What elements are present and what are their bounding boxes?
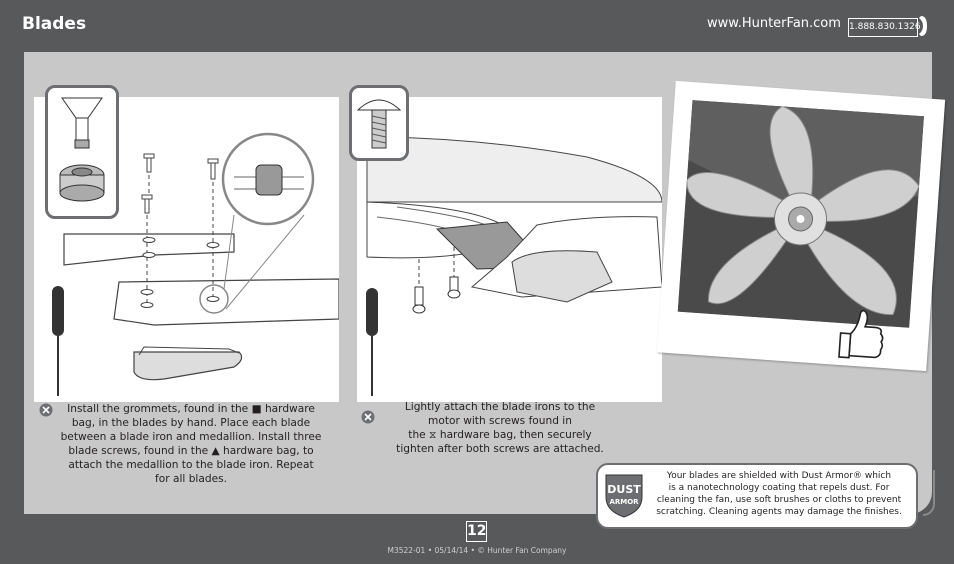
fan-photo-polaroid bbox=[657, 81, 945, 371]
step1-line: bag, in the blades by hand. Place each blade bbox=[71, 417, 311, 429]
step1-line: attach the medallion to the blade iron. Repeat bbox=[68, 459, 314, 471]
thumbs-up-icon bbox=[835, 305, 889, 364]
step2-line: the ⧖ hardware bag, then securely bbox=[408, 429, 592, 441]
step1-line: Install the grommets, found in the ■ hardware bbox=[67, 403, 315, 415]
website-link[interactable]: www.HunterFan.com bbox=[707, 16, 841, 31]
dust-armor-line: is a nanotechnology coating that repels dust. For bbox=[668, 483, 890, 493]
page-number: 12 bbox=[466, 521, 487, 542]
footer-text: M3522-01 • 05/14/14 • © Hunter Fan Company bbox=[387, 546, 567, 555]
step1-line: for all blades. bbox=[155, 473, 227, 485]
pan-head-screw-icon bbox=[352, 88, 406, 158]
step2-line: motor with screws found in bbox=[428, 415, 572, 427]
x-icon-2 bbox=[361, 410, 375, 424]
step2-instruction bbox=[388, 400, 612, 456]
step1-illustration bbox=[34, 97, 339, 402]
screwdriver-icon-2 bbox=[362, 288, 382, 400]
fan-photo bbox=[678, 100, 924, 328]
ceiling-fan-image bbox=[678, 100, 924, 328]
step2-line: Lightly attach the blade irons to the bbox=[404, 401, 596, 413]
hardware-callout bbox=[45, 85, 119, 219]
step1-line: between a blade iron and medallion. Install three bbox=[60, 431, 322, 443]
step2-line: tighten after both screws are attached. bbox=[396, 443, 604, 455]
page-header bbox=[0, 0, 954, 52]
dust-armor-shield-logo bbox=[604, 471, 644, 519]
step1-line: blade screws, found in the ▲ hardware bag, to bbox=[68, 445, 314, 457]
page-title: Blades bbox=[22, 14, 87, 34]
dust-armor-line: Your blades are shielded with Dust Armor® which bbox=[666, 471, 892, 481]
logo-armor: ARMOR bbox=[609, 498, 639, 506]
phone-icon bbox=[918, 15, 928, 37]
logo-dust: DUST bbox=[607, 483, 641, 496]
step2-illustration bbox=[357, 97, 662, 402]
phone-number: 1.888.830.1326 bbox=[848, 18, 918, 37]
dust-armor-text bbox=[648, 470, 910, 518]
panel-corner-decoration bbox=[923, 470, 935, 516]
dust-armor-notice bbox=[596, 463, 918, 529]
screw-and-grommet-icon bbox=[48, 88, 116, 216]
screwdriver-icon bbox=[48, 286, 68, 400]
hardware-callout-2 bbox=[349, 85, 409, 161]
dust-armor-line: scratching. Cleaning agents may damage the finishes. bbox=[656, 507, 902, 517]
step1-instruction bbox=[60, 402, 322, 486]
dust-armor-line: cleaning the fan, use soft brushes or cloths to prevent bbox=[656, 495, 902, 505]
x-icon bbox=[39, 403, 53, 417]
